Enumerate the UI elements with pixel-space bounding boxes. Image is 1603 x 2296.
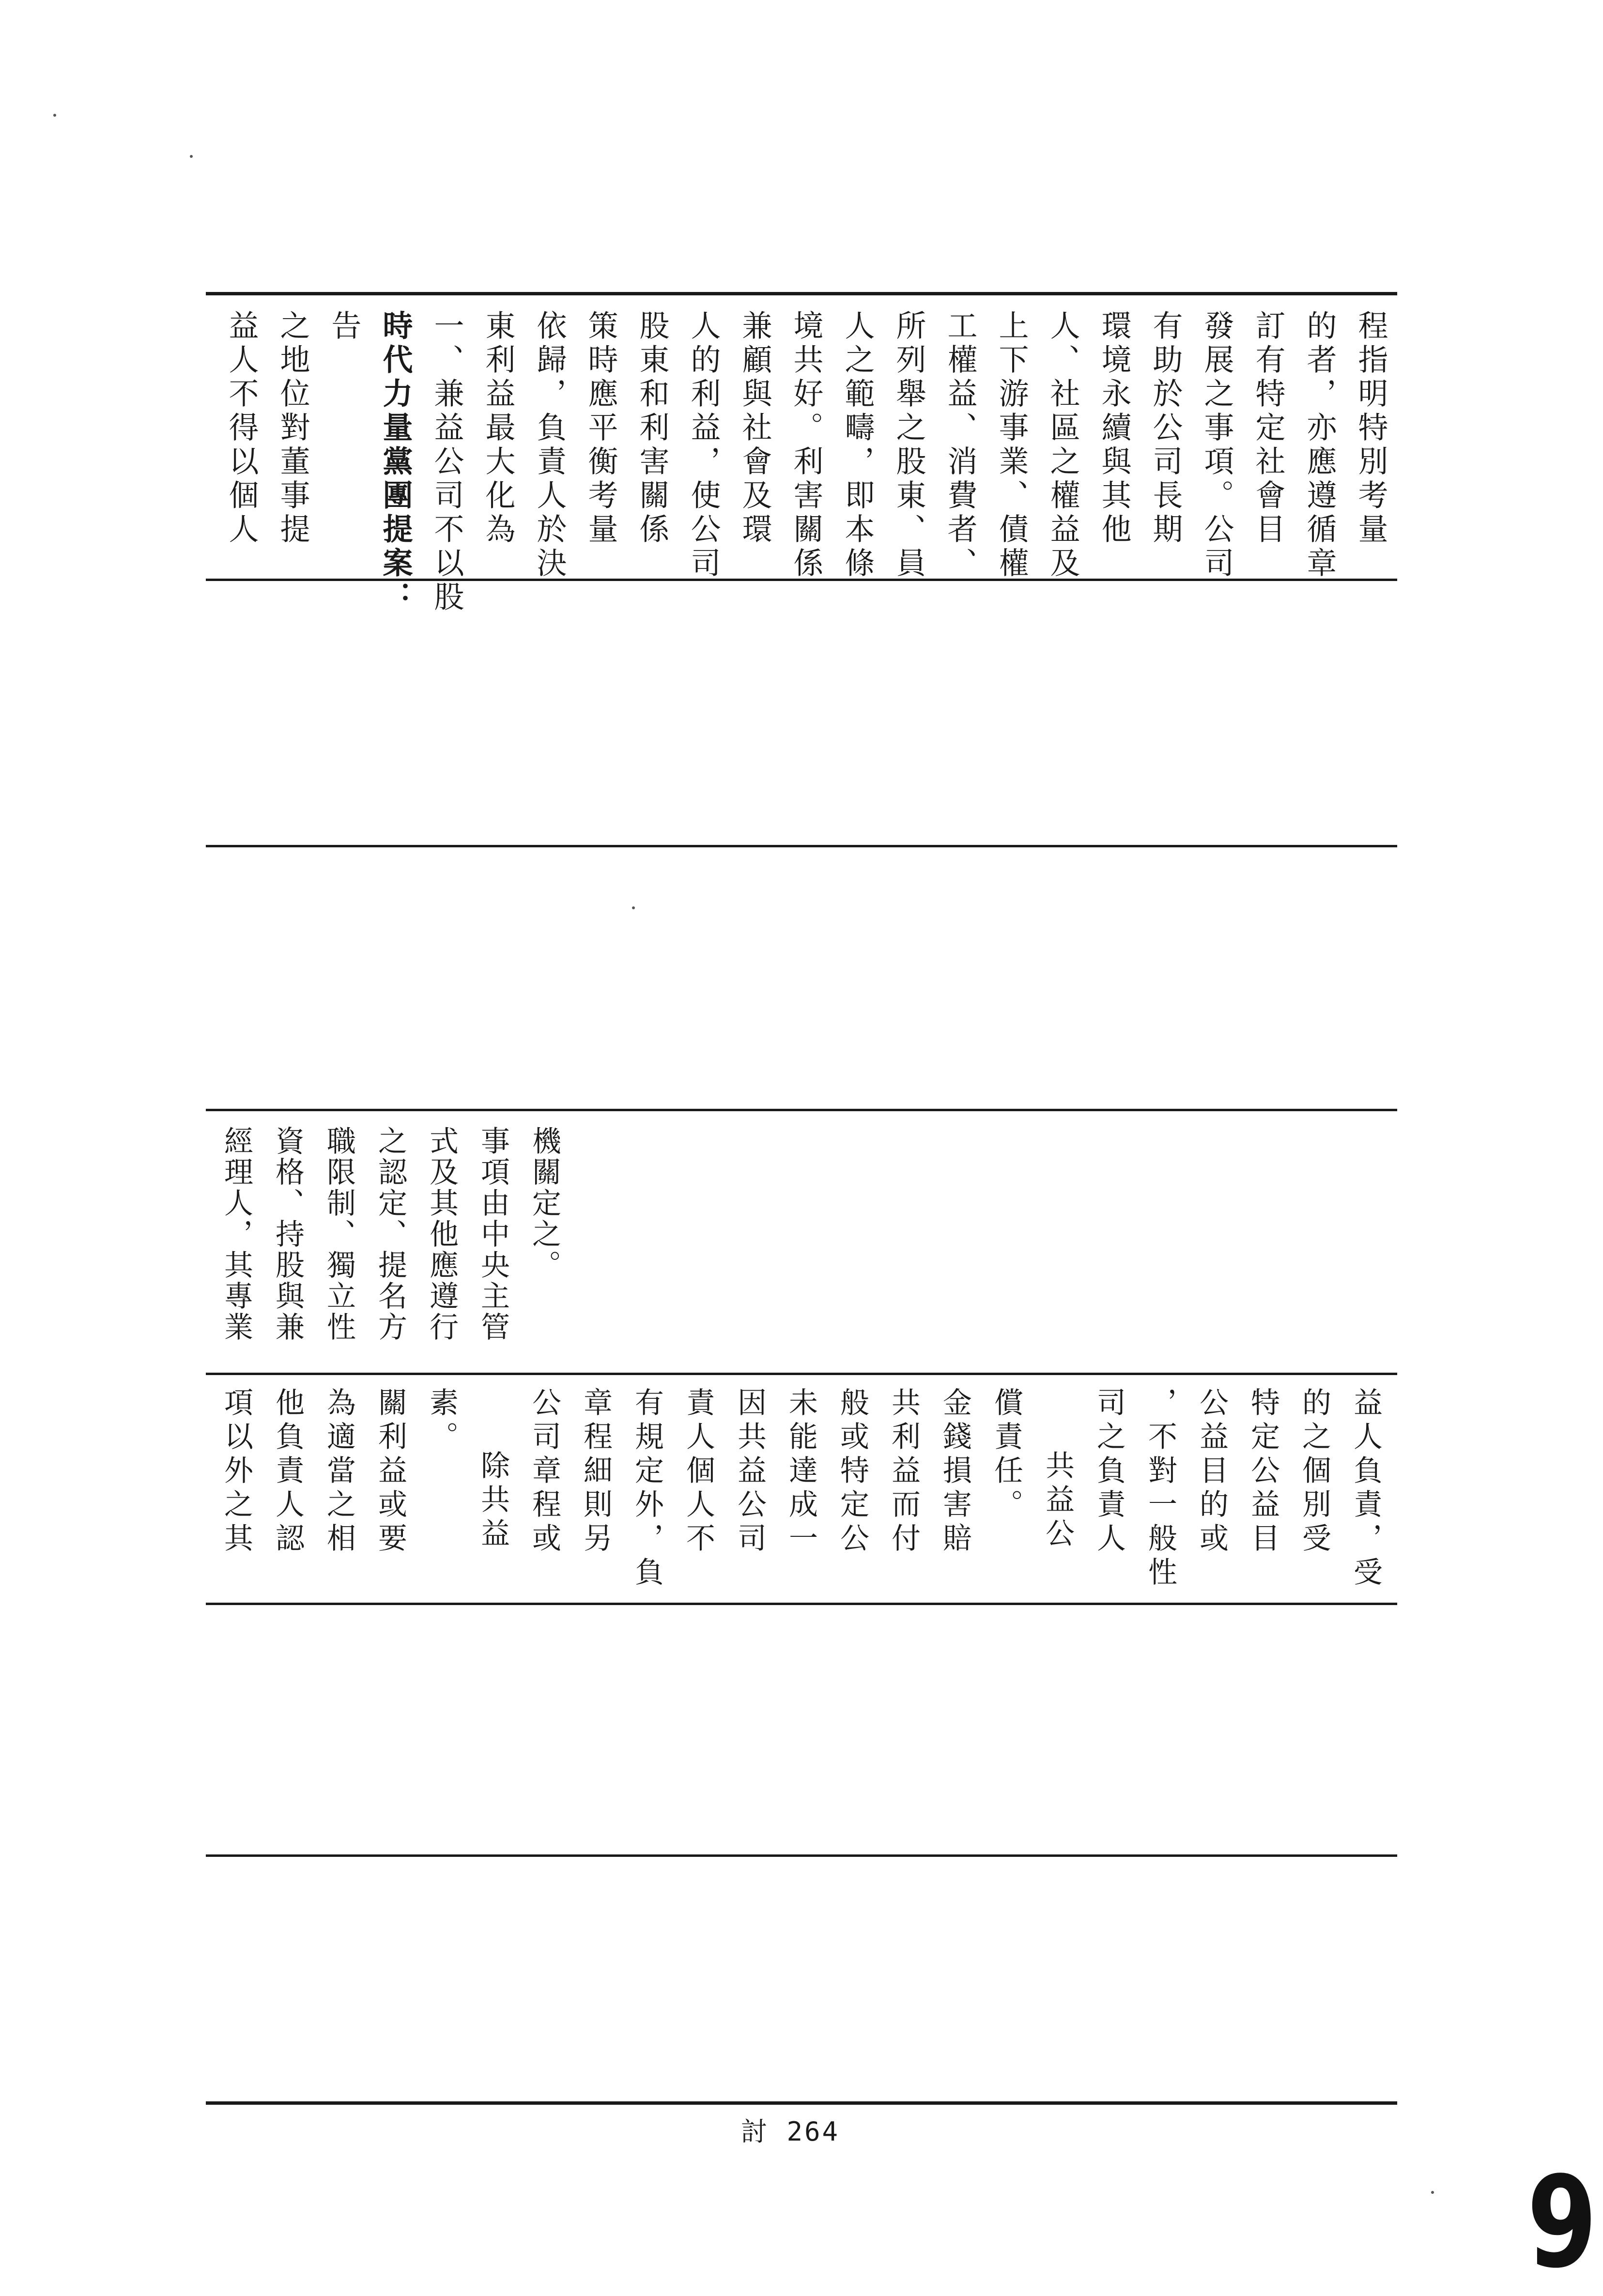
text-column: 司之負責人 [1092, 1387, 1126, 1557]
text-column: 資格、持股與兼 [271, 1126, 305, 1343]
text-column: 項以外之其 [219, 1387, 253, 1557]
text-column: 依歸，負責人於決 [532, 310, 567, 581]
text-column: 職限制、獨立性 [322, 1126, 356, 1343]
rule-top [206, 292, 1397, 295]
handwritten-page-mark: 9 [1527, 2150, 1597, 2296]
top-text-block [213, 310, 1395, 615]
text-column: 工權益、消費者、 [942, 310, 978, 581]
scan-speck [53, 114, 56, 117]
text-column: 環境永續與其他 [1096, 310, 1132, 547]
text-column: 股東和利害關係 [634, 310, 670, 547]
text-column: 共利益而付 [887, 1387, 921, 1557]
text-column: 益人負責，受 [1349, 1387, 1383, 1591]
text-column: 東利益最大化為 [480, 310, 516, 547]
text-column: 償責任。 [989, 1387, 1023, 1523]
rule-bottom [206, 2101, 1397, 2105]
page-number: 討 264 [741, 2116, 840, 2147]
text-column: 時代力量黨團提案： [378, 310, 413, 615]
text-column: 責人個人不 [681, 1387, 715, 1557]
text-column: 策時應平衡考量 [583, 310, 618, 547]
scan-speck [1431, 2191, 1434, 2194]
text-column: 他負責人認 [271, 1387, 305, 1557]
text-column: ，不對一般性 [1143, 1387, 1177, 1591]
text-column: 般或特定公 [835, 1387, 869, 1557]
scan-speck [632, 906, 635, 909]
text-column: 為適當之相 [322, 1387, 356, 1557]
text-column: 境共好。利害關係 [788, 310, 824, 581]
text-column: 有規定外，負 [630, 1387, 664, 1591]
rule-3 [206, 845, 1397, 847]
text-column: 因共益公司 [733, 1387, 767, 1557]
text-column: 關利益或要 [373, 1387, 407, 1557]
text-column: 未能達成一 [784, 1387, 818, 1557]
rule-5 [206, 1373, 1397, 1375]
text-column: 特定公益目 [1246, 1387, 1280, 1557]
text-column: 上下游事業、債權 [994, 310, 1029, 581]
text-column: 素。 [425, 1387, 459, 1455]
text-column: 一、兼益公司不以股 [429, 310, 464, 615]
rule-7 [206, 1854, 1397, 1857]
rule-4 [206, 1109, 1397, 1111]
text-column: 事項由中央主管 [476, 1126, 510, 1343]
text-column: 告 [326, 310, 362, 344]
text-column: 的者，亦應遵循章 [1302, 310, 1337, 581]
text-column: 之認定、提名方 [373, 1126, 407, 1343]
text-column: 機關定之。 [527, 1126, 561, 1281]
text-column: 除共益 [476, 1450, 510, 1552]
text-column: 益人不得以個人 [224, 310, 259, 547]
text-column: 公益目的或 [1195, 1387, 1229, 1557]
text-column: 程指明特別考量 [1353, 310, 1388, 547]
text-column: 之地位對董事提 [275, 310, 310, 547]
text-column: 式及其他應遵行 [425, 1126, 459, 1343]
text-column: 所列舉之股東、員 [891, 310, 926, 581]
text-column: 訂有特定社會目 [1250, 310, 1286, 547]
text-column: 的之個別受 [1297, 1387, 1331, 1557]
text-column: 金錢損害賠 [938, 1387, 972, 1557]
text-column: 人的利益，使公司 [686, 310, 721, 581]
rule-6 [206, 1603, 1397, 1605]
text-column: 人之範疇，即本條 [840, 310, 875, 581]
text-column: 公司章程或 [527, 1387, 561, 1557]
text-column: 發展之事項。公司 [1199, 310, 1234, 581]
text-column: 有助於公司長期 [1148, 310, 1183, 547]
text-column: 人、社區之權益及 [1045, 310, 1080, 581]
text-column: 共益公 [1041, 1450, 1075, 1552]
text-column: 經理人，其專業 [219, 1126, 253, 1343]
text-column: 兼顧與社會及環 [737, 310, 772, 547]
scan-speck [190, 155, 193, 158]
text-column: 章程細則另 [579, 1387, 613, 1557]
